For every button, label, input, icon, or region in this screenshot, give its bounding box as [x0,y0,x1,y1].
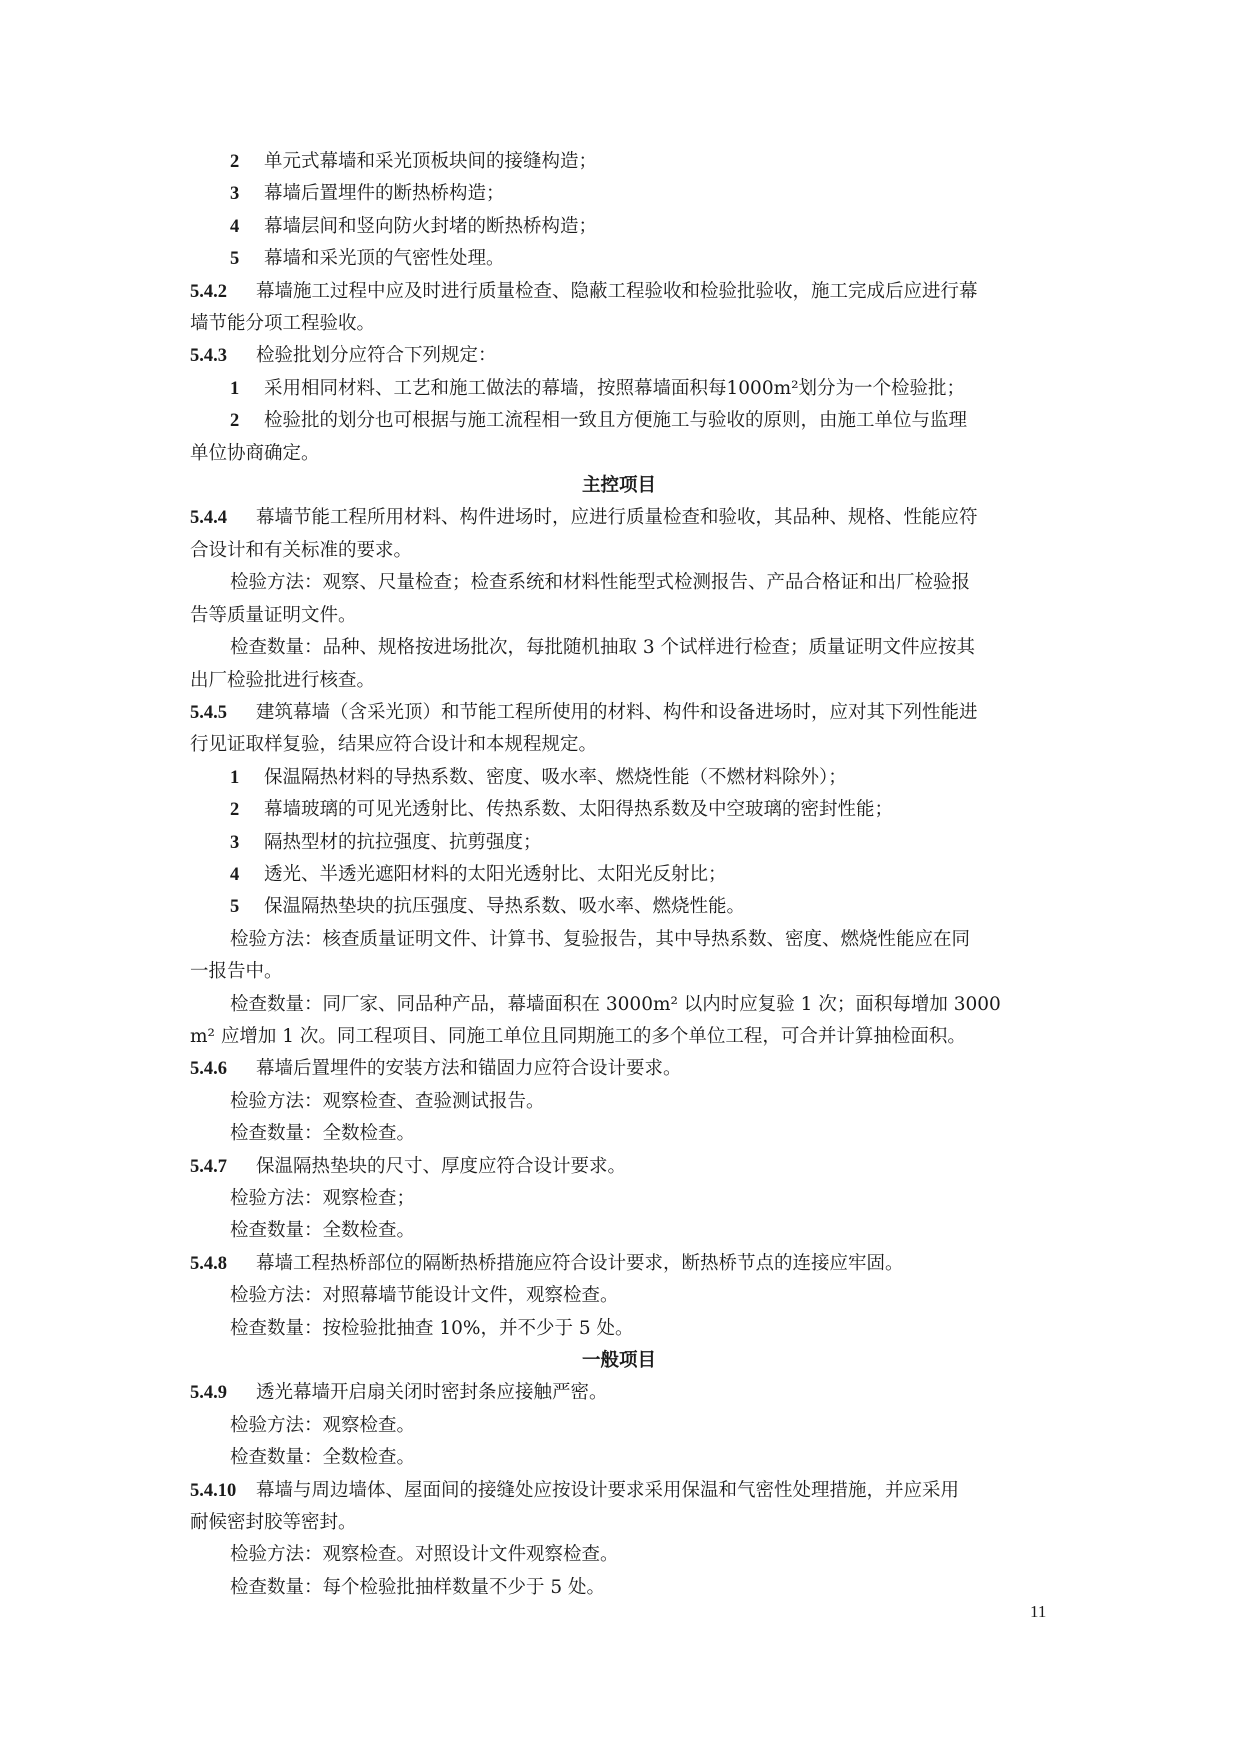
inspection-quantity: 检查数量：按检验批抽查 10%，并不少于 5 处。 [230,1317,634,1339]
clause-number: 5.4.3 [190,346,227,367]
section-heading-main: 主控项目 [581,475,656,497]
page-content [190,146,1048,1604]
inspection-quantity-cont: 出厂检验批进行核查。 [190,669,376,691]
list-item: 2 检验批的划分也可根据与施工流程相一致且方便施工与验收的原则，由施工单位与监理 [190,405,1048,437]
inspection-method: 检验方法：观察检查。 [230,1414,416,1436]
clause-5-4-5: 5.4.5 建筑幕墙（含采光顶）和节能工程所使用的材料、构件和设备进场时，应对其下列性能进 [190,697,1048,729]
clause-5-4-10-cont: 耐候密封胶等密封。 [190,1512,357,1534]
inspection-quantity: 检查数量：每个检验批抽样数量不少于 5 处。 [230,1576,606,1598]
inspection-method-cont: 一报告中。 [190,961,283,983]
inspection-method-cont: 告等质量证明文件。 [190,604,357,626]
clause-number: 5.4.6 [190,1059,227,1080]
list-item: 2 单元式幕墙和采光顶板块间的接缝构造； [190,146,1048,178]
clause-number: 5.4.5 [190,702,227,723]
page-number: 11 [1030,1602,1047,1621]
clause-5-4-4: 5.4.4 幕墙节能工程所用材料、构件进场时，应进行质量检查和验收，其品种、规格、性能应符 [190,502,1048,534]
item-number: 3 [230,832,240,853]
clause-5-4-10: 5.4.10 幕墙与周边墙体、屋面间的接缝处应按设计要求采用保温和气密性处理措施，并应采用 [190,1475,1048,1507]
clause-5-4-5-cont: 行见证取样复验，结果应符合设计和本规程规定。 [190,734,598,756]
inspection-method: 检验方法：观察检查。对照设计文件观察检查。 [230,1544,619,1566]
inspection-method: 检验方法：观察检查、查验测试报告。 [230,1090,545,1112]
item-number: 5 [230,249,240,270]
list-item: 3 隔热型材的抗拉强度、抗剪强度； [190,827,1048,859]
list-item: 5 保温隔热垫块的抗压强度、导热系数、吸水率、燃烧性能。 [190,891,1048,923]
list-item: 1 保温隔热材料的导热系数、密度、吸水率、燃烧性能（不燃材料除外）； [190,762,1048,794]
item-number: 1 [230,378,240,399]
clause-5-4-8: 5.4.8 幕墙工程热桥部位的隔断热桥措施应符合设计要求，断热桥节点的连接应牢固。 [190,1248,1048,1280]
item-number: 3 [230,184,240,205]
list-item: 2 幕墙玻璃的可见光透射比、传热系数、太阳得热系数及中空玻璃的密封性能； [190,794,1048,826]
list-item: 4 幕墙层间和竖向防火封堵的断热桥构造； [190,211,1048,243]
inspection-method: 检验方法：核查质量证明文件、计算书、复验报告，其中导热系数、密度、燃烧性能应在同 [230,928,971,950]
clause-5-4-6: 5.4.6 幕墙后置埋件的安装方法和锚固力应符合设计要求。 [190,1053,1048,1085]
list-item: 1 采用相同材料、工艺和施工做法的幕墙，按照幕墙面积每1000m²划分为一个检验批； [190,373,1048,405]
inspection-method: 检验方法：观察检查； [230,1188,416,1209]
list-item: 3 幕墙后置埋件的断热桥构造； [190,178,1048,210]
inspection-quantity: 检查数量：全数检查。 [230,1220,416,1242]
list-item: 4 透光、半透光遮阳材料的太阳光透射比、太阳光反射比； [190,859,1048,891]
inspection-quantity: 检查数量：同厂家、同品种产品，幕墙面积在 3000m² 以内时应复验 1 次；面积每增加 3000 [230,993,1001,1015]
item-number: 2 [230,411,240,432]
inspection-quantity: 检查数量：全数检查。 [230,1123,416,1145]
clause-number: 5.4.7 [190,1156,227,1177]
clause-number: 5.4.2 [190,281,227,302]
item-number: 2 [230,800,240,821]
clause-number: 5.4.9 [190,1383,227,1404]
clause-5-4-9: 5.4.9 透光幕墙开启扇关闭时密封条应接触严密。 [190,1377,1048,1409]
clause-number: 5.4.4 [190,508,227,529]
clause-5-4-2-cont: 墙节能分项工程验收。 [190,313,376,335]
inspection-method: 检验方法：对照幕墙节能设计文件，观察检查。 [230,1285,619,1307]
clause-number: 5.4.8 [190,1253,227,1274]
item-number: 4 [230,216,240,237]
inspection-quantity-cont: m² 应增加 1 次。同工程项目、同施工单位且同期施工的多个单位工程，可合并计算抽检面积。 [190,1025,966,1047]
item-number: 4 [230,864,240,885]
item-number: 5 [230,897,240,918]
list-item: 5 幕墙和采光顶的气密性处理。 [190,243,1048,275]
clause-number: 5.4.10 [190,1480,237,1501]
item-number: 1 [230,767,240,788]
inspection-method: 检验方法：观察、尺量检查；检查系统和材料性能型式检测报告、产品合格证和出厂检验报 [230,572,971,594]
clause-5-4-3: 5.4.3 检验批划分应符合下列规定： [190,340,1048,372]
clause-5-4-2: 5.4.2 幕墙施工过程中应及时进行质量检查、隐蔽工程验收和检验批验收，施工完成后应进行幕 [190,276,1048,308]
inspection-quantity: 检查数量：全数检查。 [230,1447,416,1469]
section-heading-general: 一般项目 [581,1350,656,1372]
list-item-cont: 单位协商确定。 [190,442,320,464]
clause-5-4-4-cont: 合设计和有关标准的要求。 [190,539,413,561]
inspection-quantity: 检查数量：品种、规格按进场批次，每批随机抽取 3 个试样进行检查；质量证明文件应按其 [230,637,976,659]
item-number: 2 [230,152,240,172]
clause-5-4-7: 5.4.7 保温隔热垫块的尺寸、厚度应符合设计要求。 [190,1151,1048,1183]
